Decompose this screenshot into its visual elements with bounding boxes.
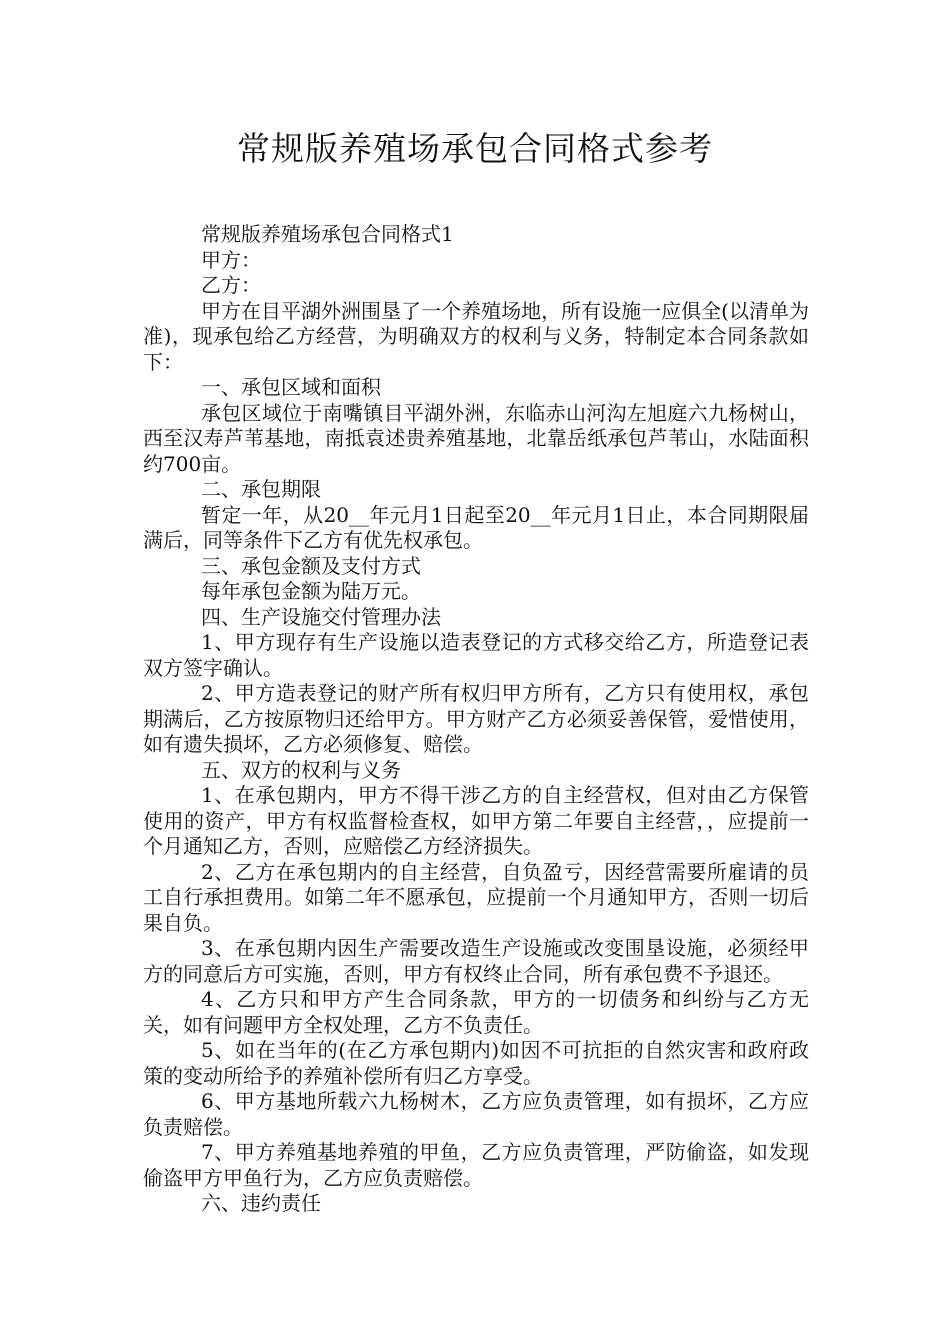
document-title: 常规版养殖场承包合同格式参考 — [237, 129, 713, 168]
paragraph-term: 暂定一年，从20__年元月1日起至20__年元月1日止，本合同期限届满后，同等条件下乙方有优先权承包。 — [143, 502, 809, 552]
document-body — [143, 222, 809, 1217]
paragraph-payment: 每年承包金额为陆万元。 — [201, 579, 421, 603]
section-heading-payment: 三、承包金额及支付方式 — [201, 553, 421, 578]
paragraph-rights-7: 7、甲方养殖基地养殖的甲鱼，乙方应负责管理，严防偷盗，如发现偷盗甲方甲鱼行为，乙方应负责赔偿。 — [143, 1140, 809, 1190]
paragraph-facilities-2: 2、甲方造表登记的财产所有权归甲方所有，乙方只有使用权，承包期满后，乙方按原物归还给甲方。甲方财产乙方必须妥善保管，爱惜使用，如有遗失损坏，乙方必须修复、赔偿。 — [143, 681, 809, 756]
paragraph-rights-5: 5、如在当年的(在乙方承包期内)如因不可抗拒的自然灾害和政府政策的变动所给予的养殖补偿所有归乙方享受。 — [143, 1038, 809, 1088]
paragraph-party-b: 乙方： — [201, 273, 261, 297]
paragraph-rights-1: 1、在承包期内，甲方不得干涉乙方的自主经营权，但对由乙方保管使用的资产，甲方有权监督检查权，如甲方第二年要自主经营，，应提前一个月通知乙方，否则，应赔偿乙方经济损失。 — [143, 783, 809, 858]
paragraph-area: 承包区域位于南嘴镇目平湖外洲，东临赤山河沟左旭庭六九杨树山，西至汉寿芦苇基地，南抵袁述贵养殖基地，北靠岳纸承包芦苇山，水陆面积约700亩。 — [143, 400, 809, 476]
paragraph-facilities-1: 1、甲方现存有生产设施以造表登记的方式移交给乙方，所造登记表双方签字确认。 — [143, 630, 809, 680]
paragraph-rights-6: 6、甲方基地所载六九杨树木，乙方应负责管理，如有损坏，乙方应负责赔偿。 — [143, 1089, 809, 1139]
section-heading-area: 一、承包区域和面积 — [201, 375, 381, 399]
paragraph-contract-subtitle: 常规版养殖场承包合同格式1 — [201, 222, 454, 246]
paragraph-rights-3: 3、在承包期内因生产需要改造生产设施或改变围垦设施，必须经甲方的同意后方可实施，否则，甲方有权终止合同，所有承包费不予退还。 — [143, 936, 809, 986]
paragraph-party-a: 甲方： — [201, 247, 261, 272]
paragraph-rights-2: 2、乙方在承包期内的自主经营，自负盈亏，因经营需要所雇请的员工自行承担费用。如第二年不愿承包，应提前一个月通知甲方，否则一切后果自负。 — [143, 859, 809, 935]
section-heading-rights: 五、双方的权利与义务 — [201, 757, 401, 782]
paragraph-preamble: 甲方在目平湖外洲围垦了一个养殖场地，所有设施一应俱全(以清单为准)，现承包给乙方经营，为明确双方的权利与义务，特制定本合同条款如下： — [143, 298, 809, 374]
section-heading-term: 二、承包期限 — [201, 477, 321, 501]
paragraph-rights-4: 4、乙方只和甲方产生合同条款，甲方的一切债务和纠纷与乙方无关，如有问题甲方全权处理，乙方不负责任。 — [143, 987, 809, 1037]
section-heading-facilities: 四、生产设施交付管理办法 — [201, 604, 441, 629]
section-heading-liability: 六、违约责任 — [201, 1191, 321, 1215]
